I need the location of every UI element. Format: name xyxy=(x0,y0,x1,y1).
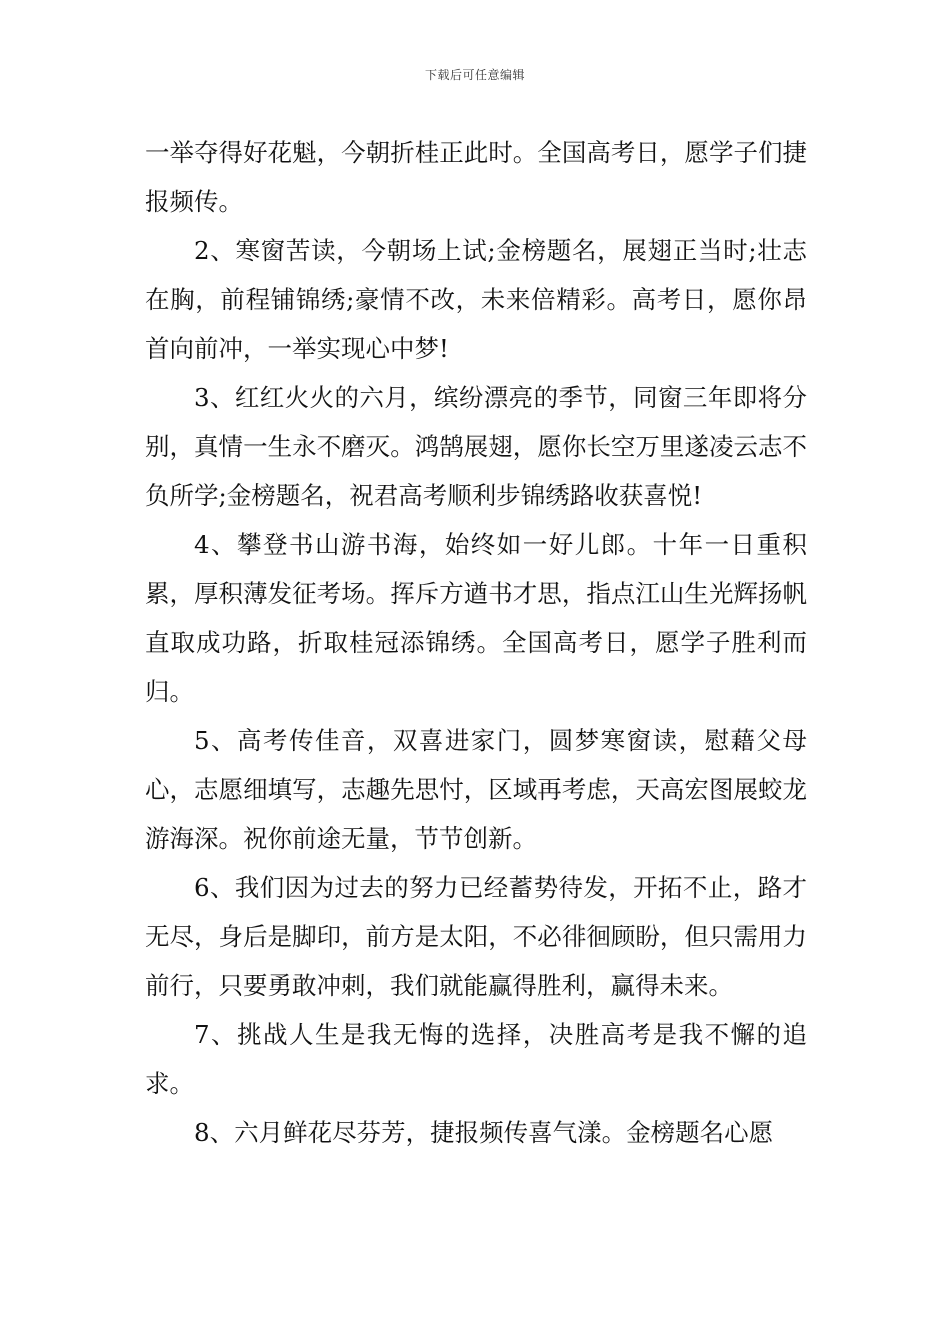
paragraph-item-4: 4、攀登书山游书海，始终如一好儿郎。十年一日重积累，厚积薄发征考场。挥斥方遒书才思，指点江山生光辉扬帆直取成功路，折取桂冠添锦绣。全国高考日，愿学子胜利而归。 xyxy=(145,530,807,706)
paragraph-continuation: 一举夺得好花魁，今朝折桂正此时。全国高考日，愿学子们捷报频传。 xyxy=(145,138,807,216)
download-note: 下载后可任意编辑 xyxy=(424,68,525,82)
paragraph-item-2: 2、寒窗苦读，今朝场上试;金榜题名，展翅正当时;壮志在胸，前程铺锦绣;豪情不改，未来倍精彩。高考日，愿你昂首向前冲，一举实现心中梦! xyxy=(145,236,807,363)
paragraph-item-7: 7、挑战人生是我无悔的选择，决胜高考是我不懈的追求。 xyxy=(145,1020,807,1098)
paragraph-item-5: 5、高考传佳音，双喜进家门，圆梦寒窗读，慰藉父母心，志愿细填写，志趣先思忖，区域再考虑，天高宏图展蛟龙游海深。祝你前途无量，节节创新。 xyxy=(145,726,807,853)
paragraph-item-8: 8、六月鲜花尽芬芳，捷报频传喜气漾。金榜题名心愿 xyxy=(194,1118,774,1147)
paragraph-item-6: 6、我们因为过去的努力已经蓄势待发，开拓不止，路才无尽，身后是脚印，前方是太阳，不必徘徊顾盼，但只需用力前行，只要勇敢冲刺，我们就能赢得胜利，赢得未来。 xyxy=(145,873,807,1000)
document-body xyxy=(145,128,807,1157)
paragraph-item-3: 3、红红火火的六月，缤纷漂亮的季节，同窗三年即将分别，真情一生永不磨灭。鸿鹄展翅，愿你长空万里遂凌云志不负所学;金榜题名，祝君高考顺利步锦绣路收获喜悦! xyxy=(145,383,807,510)
